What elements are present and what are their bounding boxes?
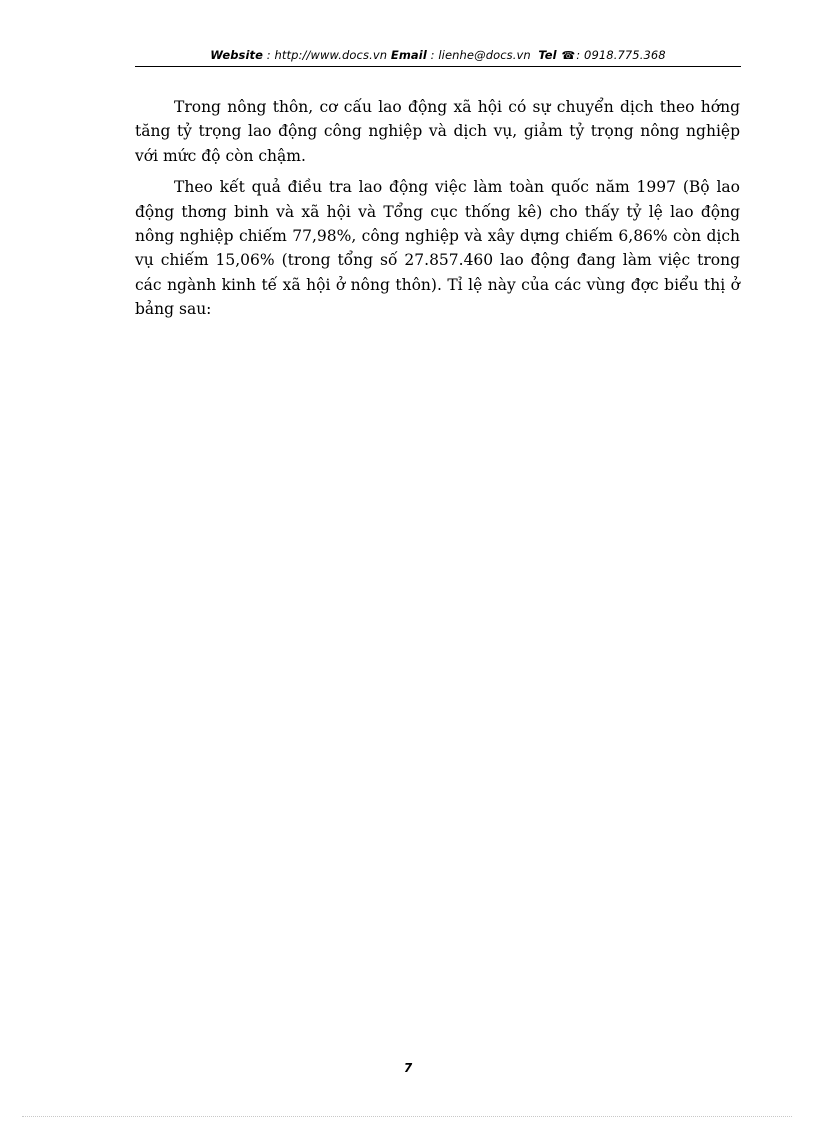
email-link[interactable]: lienhe@docs.vn <box>438 48 531 62</box>
paragraph: Theo kết quả điều tra lao động việc làm toàn quốc năm 1997 (Bộ lao động thơng binh và xã hội và Tổng cục thống kê) cho thấy tỷ lệ lao động nông nghiệp chiếm 77,98%, công nghiệp và xây dựng chiếm 6,86% còn dịch vụ chiếm 15,06% (trong tổng số 27.857.460 lao động đang làm việc trong các ngành kinh tế xã hội ở nông thôn). Tỉ lệ này của các vùng đợc biểu thị ở bảng sau: <box>135 178 740 319</box>
paragraph: Trong nông thôn, cơ cấu lao động xã hội có sự chuyển dịch theo hớng tăng tỷ trọng lao động công nghiệp và dịch vụ, giảm tỷ trọng nông nghiệp với mức độ còn chậm. <box>135 98 740 165</box>
page-number: 7 <box>403 1061 413 1075</box>
website-link[interactable]: http://www.docs.vn <box>274 48 388 62</box>
bottom-divider <box>22 1116 792 1117</box>
email-separator: : <box>426 48 439 62</box>
email-label: Email <box>390 48 427 62</box>
phone-icon: ☎ <box>561 49 576 62</box>
tel-label: Tel <box>538 48 557 62</box>
website-label: Website <box>210 48 264 62</box>
tel-value: 0918.775.368 <box>584 48 666 62</box>
page-header <box>135 48 741 62</box>
tel-separator: : <box>576 48 585 62</box>
header-divider <box>135 66 741 67</box>
website-separator: : <box>263 48 275 62</box>
document-body <box>135 95 740 329</box>
